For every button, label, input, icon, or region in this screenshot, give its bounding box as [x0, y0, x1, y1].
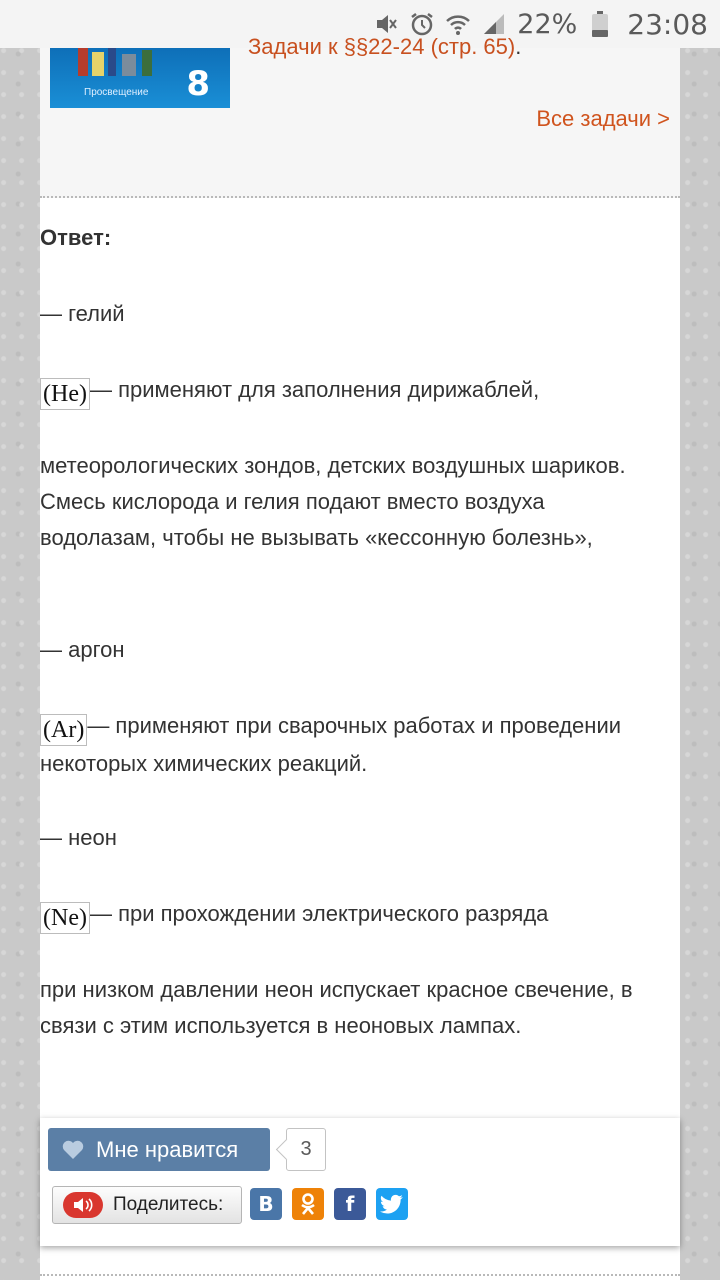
like-counter: [286, 1128, 326, 1171]
share-networks: [250, 1188, 408, 1220]
share-label: Поделитесь:: [113, 1194, 224, 1215]
bottom-divider: [40, 1274, 680, 1276]
book-section-link-text[interactable]: Задачи к §§22-24 (стр. 65): [248, 34, 516, 59]
cover-publisher: Просвещение: [84, 87, 149, 98]
helium-symbol: (He): [40, 378, 90, 410]
speaker-icon: [63, 1192, 103, 1218]
neon-use-details: при низком давлении неон испускает красное свечение, в связи с этим используется в неоновых лампах.: [40, 977, 633, 1038]
book-cover-image[interactable]: [50, 48, 230, 108]
neon-use-line: [40, 896, 660, 934]
share-button[interactable]: [52, 1186, 242, 1224]
clock: 23:08: [627, 7, 708, 41]
content-column: [40, 34, 680, 1280]
cover-grade: 8: [186, 64, 210, 104]
book-card: [40, 34, 680, 198]
argon-use-text: — применяют при сварочных работах и проведении некоторых химических реакций.: [40, 713, 622, 776]
neon-symbol: (Ne): [40, 902, 90, 934]
helium-use-details: метеорологических зондов, детских воздушных шариков. Смесь кислорода и гелия подают вместо воздуха водолазам, чтобы не вызывать «кессонную болезнь»,: [40, 453, 626, 550]
facebook-icon[interactable]: f: [334, 1188, 366, 1220]
neon-use-text: — при прохождении электрического разряда: [89, 901, 549, 926]
like-button[interactable]: [48, 1128, 270, 1171]
vk-icon[interactable]: B: [250, 1188, 282, 1220]
odnoklassniki-icon[interactable]: [292, 1188, 324, 1220]
answer-label-line: [40, 220, 660, 256]
helium-use-line: [40, 372, 660, 410]
neon-title: — неон: [40, 825, 117, 850]
all-tasks-link[interactable]: Все задачи >: [536, 106, 670, 131]
twitter-icon[interactable]: [376, 1188, 408, 1220]
book-section-link[interactable]: [248, 34, 521, 60]
argon-symbol: (Ar): [40, 714, 87, 746]
battery-icon: [587, 11, 613, 37]
heart-icon: [60, 1137, 86, 1163]
answer-label: Ответ:: [40, 225, 112, 250]
like-label: Мне нравится: [96, 1136, 239, 1162]
book-section-link-suffix: .: [515, 34, 522, 59]
helium-title: — гелий: [40, 301, 125, 326]
argon-title: — аргон: [40, 637, 125, 662]
like-count-value: 3: [300, 1138, 312, 1160]
helium-use-text: — применяют для заполнения дирижаблей,: [89, 377, 540, 402]
bottles-illustration: [76, 48, 176, 78]
argon-use-line: [40, 708, 660, 782]
battery-percent: 22%: [517, 8, 578, 40]
social-block: [40, 1118, 680, 1246]
